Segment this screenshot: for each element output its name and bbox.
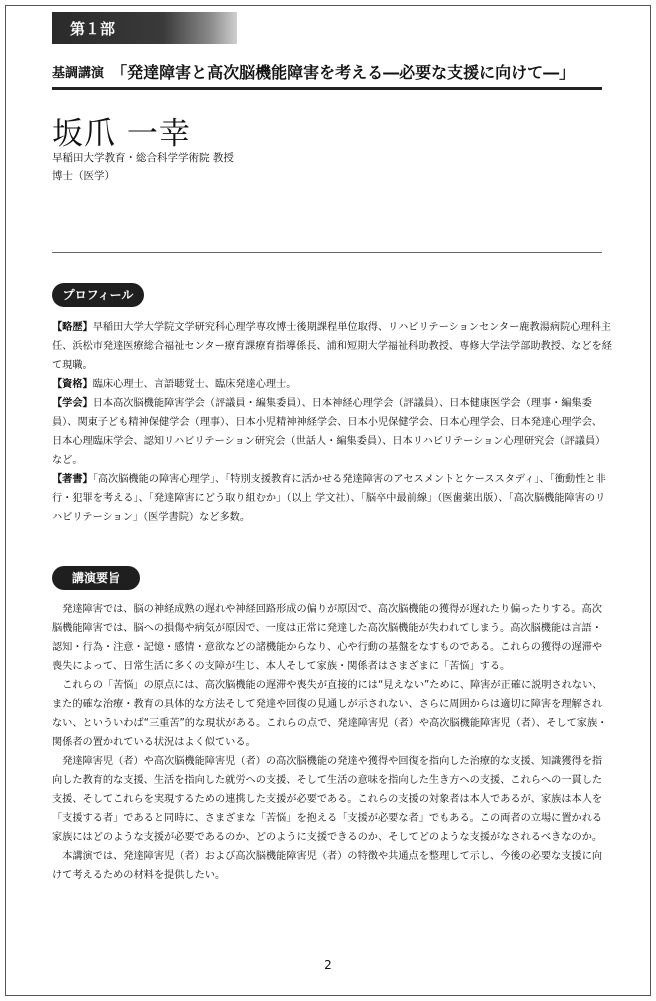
speaker-degree: 博士（医学） xyxy=(52,170,115,182)
profile-section xyxy=(52,318,612,527)
keynote-label: 基調講演 xyxy=(52,66,105,81)
profile-text: 早稲田大学大学院文学研究科心理学専攻博士後期課程単位取得、リハビリテーションセンター鹿教湯病院心理科主任、浜松市発達医療総合福祉センター療育課療育指導係長、浦和短期大学福祉科助教授、専修大学法学部助教授、などを経て現職。 xyxy=(52,322,612,371)
title-divider xyxy=(52,87,602,90)
summary-paragraph: 発達障害児（者）や高次脳機能障害児（者）の高次脳機能の発達や獲得や回復を指向した治療的な支援、知識獲得を指向した教育的な支援、生活を指向した就労への支援、そして生活の意味を指向した生き方への支援、これらへの一貫した支援、そしてこれらを実現するための連携した支援が必要である。これらの支援の対象者は本人であるが、家族は本人を「支援する者」であると同時に、さまざまな「苦悩」を抱える「支援が必要な者」でもある。この両者の立場に置かれる家族にはどのような支援が必要であるのか、どのように支援できるのか、そしてどのような支援がなされるべきなのか。 xyxy=(52,756,603,843)
profile-text: 「高次脳機能の障害心理学」、「特別支援教育に活かせる発達障害のアセスメントとケーススタディ」、「衝動性と非行・犯罪を考える」、「発達障害にどう取り組むか」（以上 学文社）、「脳卒中最前線」（医歯薬出版）、「高次脳機能障害のリハビリテーション」（医学書院）など多数。 xyxy=(52,474,606,523)
speaker-affiliation: 早稲田大学教育・総合科学学術院 教授 xyxy=(52,152,234,164)
summary-paragraph: これらの「苦悩」の原点には、高次脳機能の遅滞や喪失が直接的には“見えない”ために、障害が正確に説明されない、また的確な治療・教育の具体的な方法そして発達や回復の見通しが示されない、さらに周囲からは適切に障害を理解されない、といういわば“三重苦”的な現状がある。これらの点で、発達障害児（者）や高次脳機能障害児（者）、そして家族・関係者の置かれている状況はよく似ている。 xyxy=(52,680,608,748)
profile-label: 【略歴】 xyxy=(52,322,93,333)
summary-paragraph: 本講演では、発達障害児（者）および高次脳機能障害児（者）の特徴や共通点を整理して示し、今後の必要な支援に向けて考えるための材料を提供したい。 xyxy=(52,851,603,881)
summary-paragraph: 発達障害では、脳の神経成熟の遅れや神経回路形成の偏りが原因で、高次脳機能の獲得が遅れたり偏ったりする。高次脳機能障害では、脳への損傷や病気が原因で、一度は正常に発達した高次脳機能が失われてしまう。高次脳機能は言語・認知・行為・注意・記憶・感情・意欲などの諸機能からなり、心や行動の基盤をなすものである。これらの獲得の遅滞や喪失によって、日常生活に多くの支障が生じ、本人そして家族・関係者はさまざまに「苦悩」する。 xyxy=(52,604,603,672)
profile-item-societies xyxy=(52,394,612,470)
part-tab xyxy=(52,12,237,44)
profile-label: 【著書】 xyxy=(52,474,93,485)
profile-text: 臨床心理士、言語聴覚士、臨床発達心理士。 xyxy=(92,379,297,390)
profile-item-career xyxy=(52,318,612,375)
summary-heading: 講演要旨 xyxy=(52,566,140,590)
summary-section xyxy=(52,600,608,885)
profile-label: 【学会】 xyxy=(52,398,93,409)
speaker-name: 坂爪 一幸 xyxy=(52,116,191,152)
part-label: 第１部 xyxy=(70,20,116,38)
talk-title: 「発達障害と高次脳機能障害を考える―必要な支援に向けて―」 xyxy=(111,63,576,82)
profile-text: 日本高次脳機能障害学会（評議員・編集委員）、日本神経心理学会（評議員）、日本健康医学会（理事・編集委員）、関東子ども精神保健学会（理事）、日本小児精神神経学会、日本小児保健学会、日本心理学会、日本発達心理学会、日本心理臨床学会、認知リハビリテーション研究会（世話人・編集委員）、日本リハビリテーション心理研究会（評議員）など。 xyxy=(52,398,606,466)
page-number: 2 xyxy=(324,958,332,972)
profile-item-qualification xyxy=(52,375,612,394)
profile-item-books xyxy=(52,470,612,527)
talk-title-line xyxy=(52,60,612,83)
profile-label: 【資格】 xyxy=(52,379,93,390)
profile-heading: プロフィール xyxy=(52,283,144,307)
section-divider xyxy=(52,252,602,253)
